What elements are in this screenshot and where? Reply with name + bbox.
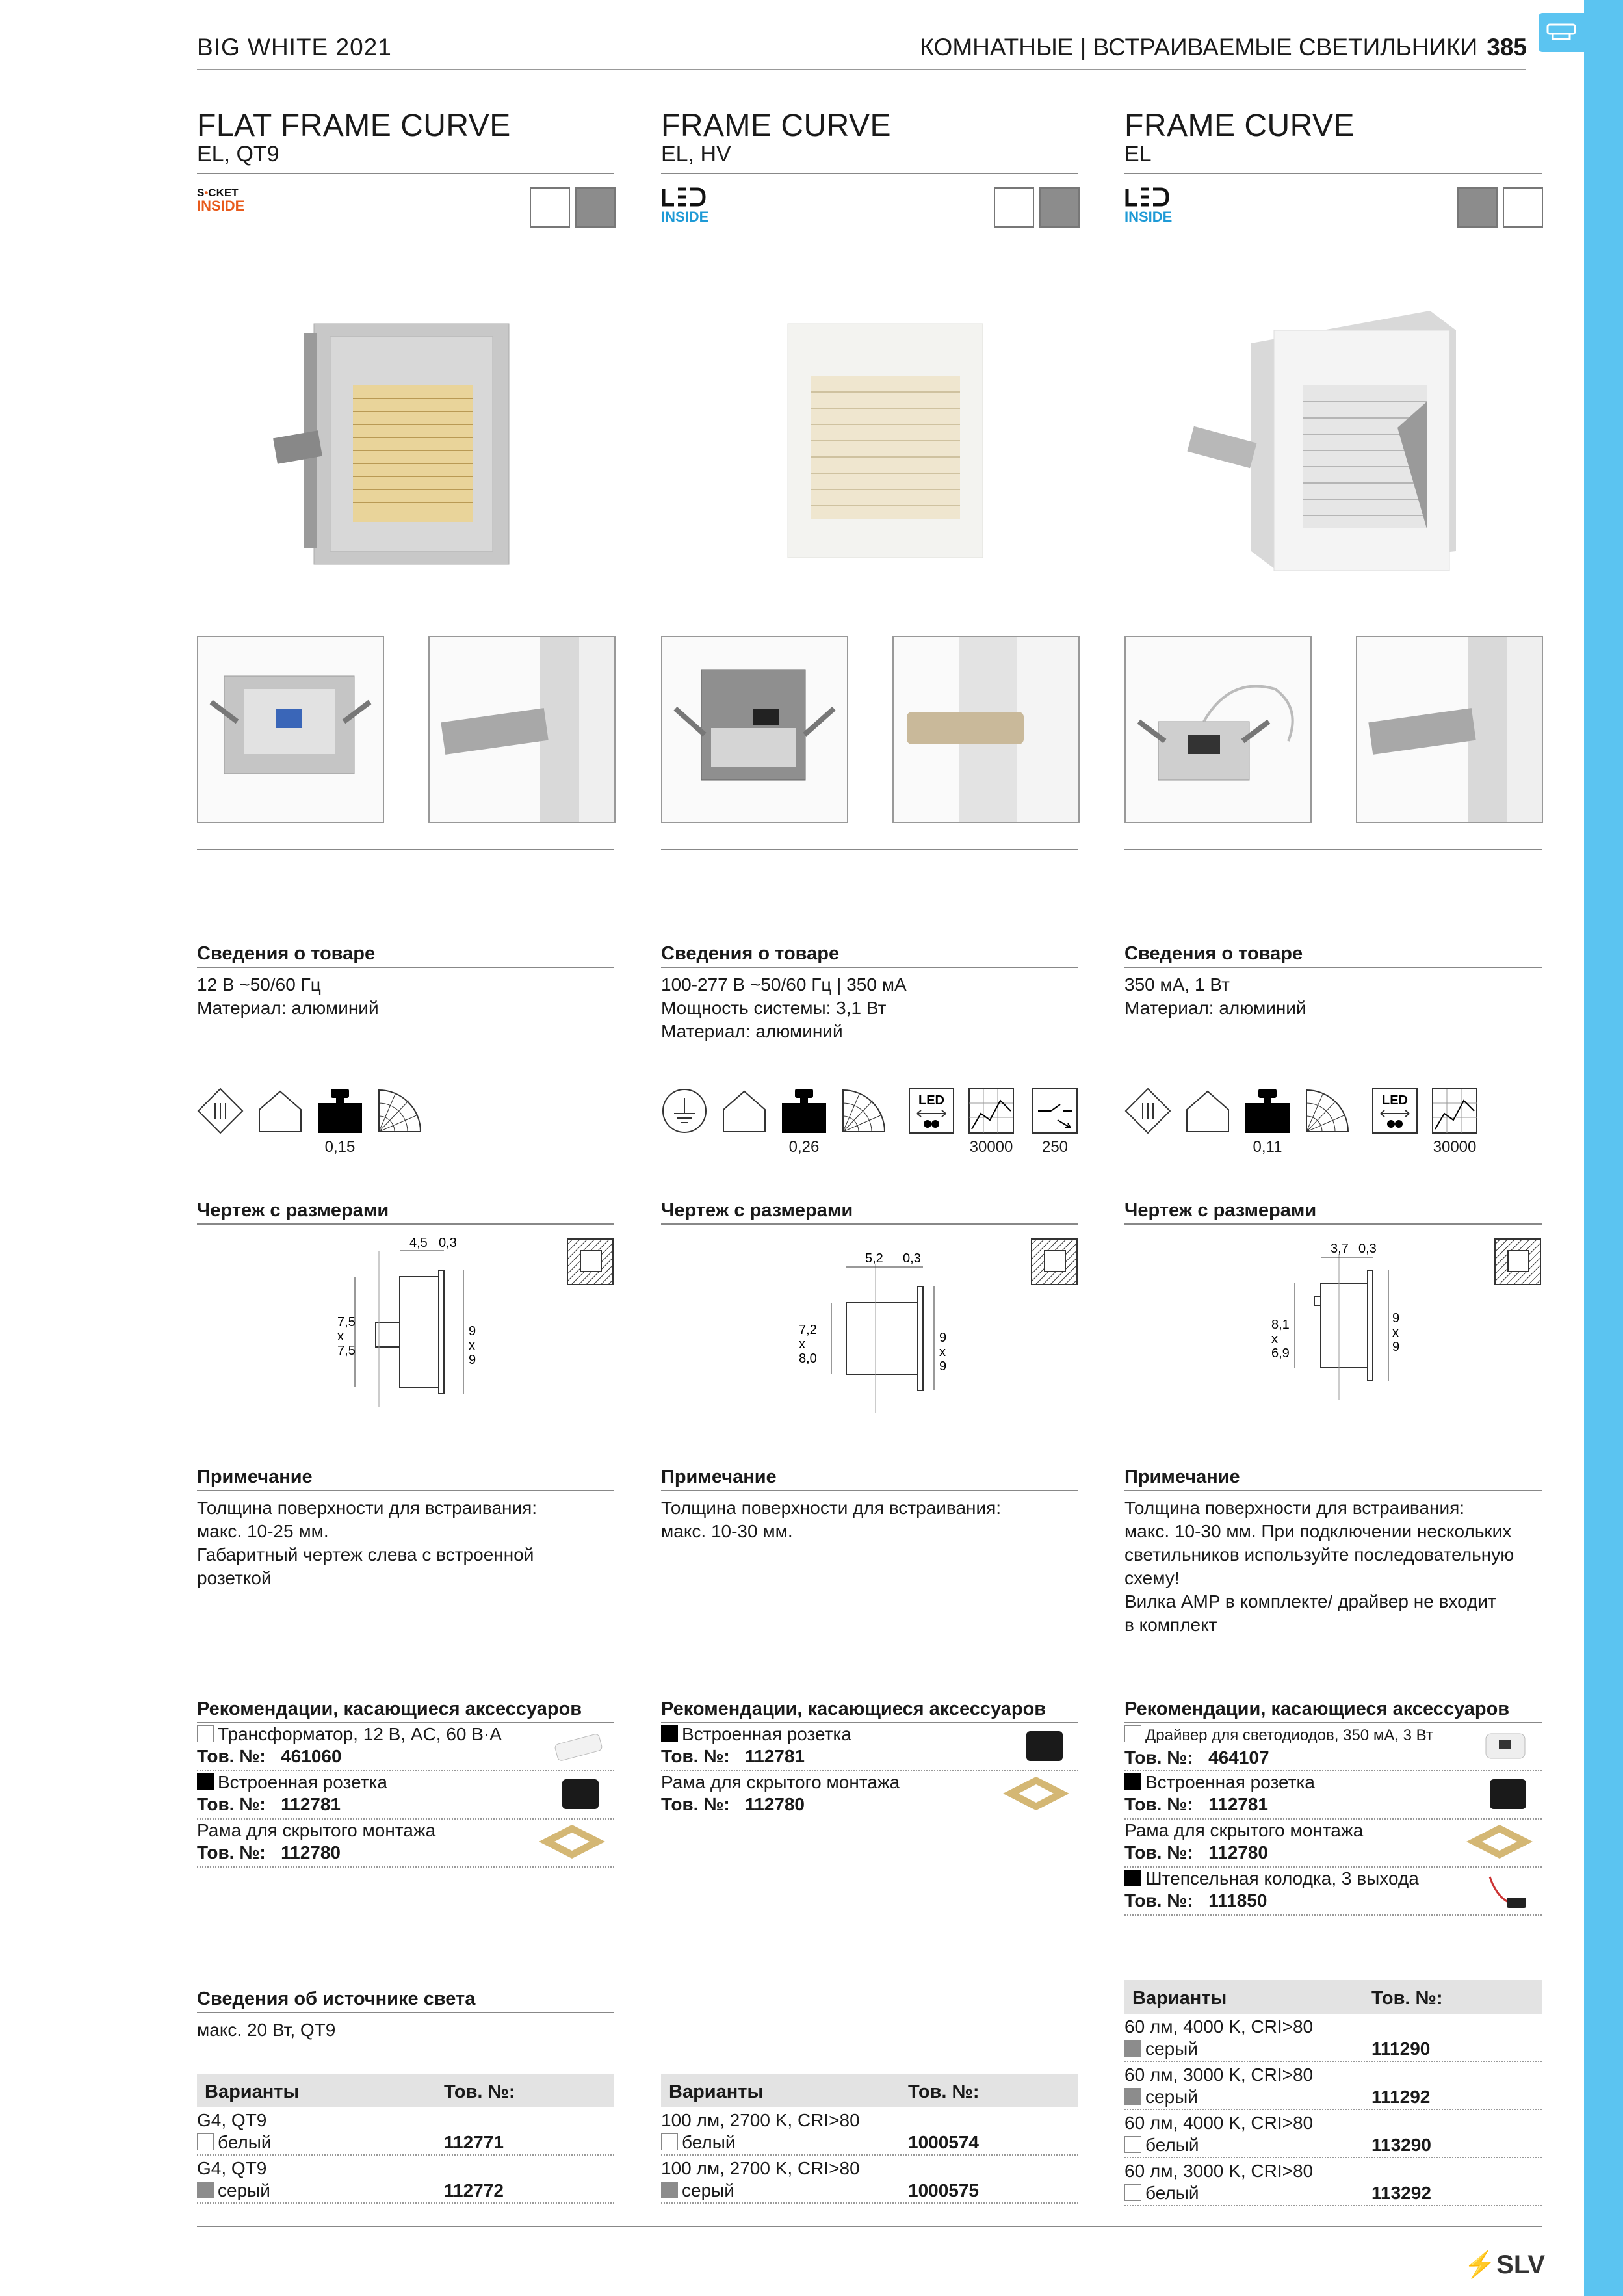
footer-divider bbox=[197, 2226, 1542, 2227]
product-info-1: Сведения о товаре 12 В ~50/60 Гц Материал: алюминий bbox=[197, 941, 614, 1020]
accessories-2: Рекомендации, касающиеся аксессуаров Встроенная розетка Тов. №: 112781 Рама для скрытого монтажа Тов. №: 112780 bbox=[661, 1696, 1078, 1818]
table-row[interactable]: 60 лм, 3000 K, CRI>80 белый 113292 bbox=[1124, 2158, 1542, 2206]
accessory-item[interactable]: Драйвер для светодиодов, 350 мА, 3 Вт Тов. №: 464107 bbox=[1124, 1723, 1542, 1771]
mounting-frame-image bbox=[1000, 1774, 1072, 1813]
svg-text:9x9: 9 x 9 bbox=[1392, 1311, 1400, 1354]
accessories-3: Рекомендации, касающиеся аксессуаров Драйвер для светодиодов, 350 мА, 3 Вт Тов. №: 464107 Встроенная розетка Тов. №: 112781 Рама для скрытого монтажа Тов. №: 112780 Штепсельная колодка, 3 выхода Тов. №: 111850 bbox=[1124, 1696, 1542, 1916]
svg-text:0,3: 0,3 bbox=[439, 1236, 457, 1250]
header-divider bbox=[197, 69, 1526, 70]
table-row[interactable]: 100 лм, 2700 K, CRI>80 белый 1000574 bbox=[661, 2107, 1078, 2156]
table-row[interactable]: G4, QT9 серый 112772 bbox=[197, 2156, 614, 2204]
product-image bbox=[661, 246, 1078, 636]
variants-table-3: Варианты Тов. №: 60 лм, 4000 K, CRI>80 серый 111290 60 лм, 3000 K, CRI>80 серый 111292 60 лм, 4000 K, CRI>80 белый 113290 60 лм, 3000 K, CRI>80 белый 113292 bbox=[1124, 1980, 1542, 2206]
connector-block-image bbox=[1477, 1870, 1535, 1916]
led-inside-badge: INSIDE bbox=[661, 187, 708, 224]
thumbnail-side-view[interactable] bbox=[892, 636, 1080, 823]
color-swatch-white[interactable] bbox=[994, 187, 1034, 228]
switching-cycles-icon bbox=[1032, 1088, 1078, 1134]
thumbnail-side-view[interactable] bbox=[428, 636, 616, 823]
accessory-item[interactable]: Трансформатор, 12 В, AC, 60 В·A Тов. №: 461060 bbox=[197, 1723, 614, 1771]
beam-angle-icon bbox=[1304, 1088, 1351, 1134]
note-section-2: Примечание Толщина поверхности для встраивания: макс. 10-30 мм. bbox=[661, 1464, 1078, 1543]
house-indoor-icon bbox=[721, 1088, 768, 1134]
table-row[interactable]: 100 лм, 2700 K, CRI>80 серый 1000575 bbox=[661, 2156, 1078, 2204]
mounting-frame-image bbox=[1464, 1822, 1535, 1861]
table-row[interactable]: 60 лм, 4000 K, CRI>80 белый 113290 bbox=[1124, 2110, 1542, 2158]
thumbnail-back-view[interactable] bbox=[1124, 636, 1312, 823]
socket-box-image bbox=[1477, 1774, 1535, 1813]
house-indoor-icon bbox=[257, 1088, 304, 1134]
thumbnail-back-view[interactable] bbox=[661, 636, 848, 823]
product-column-1 bbox=[197, 111, 614, 850]
svg-text:4,5: 4,5 bbox=[409, 1236, 428, 1250]
product-subtitle: EL bbox=[1124, 142, 1152, 166]
svg-text:LED: LED bbox=[1382, 1093, 1408, 1108]
led-logo-icon bbox=[1124, 187, 1170, 207]
product-info-2: Сведения о товаре 100-277 В ~50/60 Гц | 350 мА Мощность системы: 3,1 Вт Материал: алюминий bbox=[661, 941, 1078, 1043]
accessory-item[interactable]: Встроенная розетка Тов. №: 112781 bbox=[1124, 1771, 1542, 1820]
svg-text:0,3: 0,3 bbox=[1358, 1242, 1377, 1256]
socket-box-image bbox=[549, 1774, 608, 1813]
product-title: FRAME CURVE bbox=[661, 109, 891, 143]
svg-text:9x9: 9 x 9 bbox=[469, 1324, 476, 1367]
product-image bbox=[197, 246, 614, 636]
led-replaceable-icon bbox=[1371, 1088, 1418, 1134]
product-title: FRAME CURVE bbox=[1124, 109, 1355, 143]
protection-class-icon bbox=[1124, 1088, 1171, 1134]
weight-icon bbox=[1244, 1088, 1291, 1134]
color-swatch-white[interactable] bbox=[1503, 187, 1543, 228]
svg-text:3,7: 3,7 bbox=[1331, 1242, 1349, 1256]
section-title: КОМНАТНЫЕ | ВСТРАИВАЕМЫЕ СВЕТИЛЬНИКИ 385 bbox=[920, 34, 1527, 60]
light-source-section: Сведения об источнике света макс. 20 Вт, QT9 bbox=[197, 1986, 614, 2042]
house-indoor-icon bbox=[1184, 1088, 1231, 1134]
weight-icon bbox=[781, 1088, 827, 1134]
accessory-item[interactable]: Встроенная розетка Тов. №: 112781 bbox=[197, 1771, 614, 1820]
spec-symbols-3: 0,11 LED 30000 bbox=[1124, 1088, 1542, 1159]
led-inside-badge: INSIDE bbox=[1124, 187, 1172, 224]
ground-protection-icon bbox=[661, 1088, 708, 1134]
transformer-image bbox=[549, 1726, 608, 1765]
color-swatch-grey[interactable] bbox=[575, 187, 616, 228]
table-row[interactable]: 60 лм, 3000 K, CRI>80 серый 111292 bbox=[1124, 2062, 1542, 2110]
product-subtitle: EL, HV bbox=[661, 142, 731, 166]
led-replaceable-icon bbox=[908, 1088, 955, 1134]
page-number: 385 bbox=[1487, 34, 1527, 60]
product-info-3: Сведения о товаре 350 мА, 1 Вт Материал: алюминий bbox=[1124, 941, 1542, 1020]
product-column-3 bbox=[1124, 111, 1542, 850]
protection-class-icon bbox=[197, 1088, 244, 1134]
category-tab[interactable] bbox=[1539, 13, 1584, 52]
table-row[interactable]: 60 лм, 4000 K, CRI>80 серый 111290 bbox=[1124, 2014, 1542, 2062]
dimension-drawing-3: Чертеж с размерами 3,7 0,3 8,1 x 6,9 9 x 9 bbox=[1124, 1197, 1542, 1433]
spec-symbols-1: 0,15 bbox=[197, 1088, 614, 1159]
led-driver-image bbox=[1477, 1726, 1535, 1765]
svg-text:9x9: 9 x 9 bbox=[939, 1331, 947, 1374]
svg-text:5,2: 5,2 bbox=[865, 1251, 883, 1266]
socket-inside-badge: S•CKET INSIDE bbox=[197, 187, 245, 214]
dimension-drawing-1: Чертеж с размерами 4,5 0,3 7,5 x 7,5 9 x 9 bbox=[197, 1197, 614, 1433]
accessory-item[interactable]: Рама для скрытого монтажа Тов. №: 112780 bbox=[197, 1820, 614, 1868]
brand-logo: ⚡SLV bbox=[1464, 2250, 1545, 2279]
socket-box-image bbox=[1013, 1726, 1072, 1765]
lifetime-graph-icon bbox=[1431, 1088, 1478, 1134]
variants-table-1: Варианты Тов. №: G4, QT9 белый 112771 G4, QT9 серый 112772 bbox=[197, 2074, 614, 2204]
thumbnail-back-view[interactable] bbox=[197, 636, 384, 823]
catalog-title: BIG WHITE 2021 bbox=[197, 34, 392, 60]
product-column-2 bbox=[661, 111, 1078, 850]
weight-icon bbox=[317, 1088, 363, 1134]
accessory-item[interactable]: Встроенная розетка Тов. №: 112781 bbox=[661, 1723, 1078, 1771]
color-swatch-grey[interactable] bbox=[1457, 187, 1498, 228]
lifetime-graph-icon bbox=[968, 1088, 1015, 1134]
svg-text:8,1x6,9: 8,1 x 6,9 bbox=[1271, 1318, 1290, 1361]
dimension-drawing-2: Чертеж с размерами 5,2 0,3 7,2 x 8,0 9 x 9 bbox=[661, 1197, 1078, 1433]
beam-angle-icon bbox=[840, 1088, 887, 1134]
accessory-item[interactable]: Рама для скрытого монтажа Тов. №: 112780 bbox=[1124, 1820, 1542, 1868]
thumbnail-side-view[interactable] bbox=[1356, 636, 1543, 823]
led-logo-icon bbox=[661, 187, 707, 207]
product-subtitle: EL, QT9 bbox=[197, 142, 279, 166]
sidebar-accent bbox=[1584, 0, 1623, 2296]
product-image bbox=[1124, 246, 1542, 636]
note-section-1: Примечание Толщина поверхности для встраивания: макс. 10-25 мм. Габаритный чертеж слева с встроенной розеткой bbox=[197, 1464, 614, 1590]
svg-text:0,3: 0,3 bbox=[903, 1251, 921, 1266]
table-row[interactable]: G4, QT9 белый 112771 bbox=[197, 2107, 614, 2156]
svg-text:7,5x7,5: 7,5 x 7,5 bbox=[337, 1315, 356, 1358]
spec-symbols-2: 0,26 LED 30000 250 bbox=[661, 1088, 1078, 1159]
accessory-item[interactable]: Штепсельная колодка, 3 выхода Тов. №: 111850 bbox=[1124, 1868, 1542, 1916]
mounting-frame-image bbox=[536, 1822, 608, 1861]
svg-text:LED: LED bbox=[918, 1093, 944, 1108]
recessed-light-icon bbox=[1546, 20, 1576, 46]
variants-table-2: Варианты Тов. №: 100 лм, 2700 K, CRI>80 белый 1000574 100 лм, 2700 K, CRI>80 серый 1000575 bbox=[661, 2074, 1078, 2204]
accessory-item[interactable]: Рама для скрытого монтажа Тов. №: 112780 bbox=[661, 1771, 1078, 1818]
color-swatch-grey[interactable] bbox=[1039, 187, 1080, 228]
note-section-3: Примечание Толщина поверхности для встраивания: макс. 10-30 мм. При подключении нескольких светильников используйте последовательную схему! Вилка AMP в комплекте/ драйвер не входит в комплект bbox=[1124, 1464, 1542, 1637]
color-swatch-white[interactable] bbox=[530, 187, 570, 228]
beam-angle-icon bbox=[376, 1088, 423, 1134]
svg-text:7,2x8,0: 7,2 x 8,0 bbox=[799, 1323, 817, 1366]
accessories-1: Рекомендации, касающиеся аксессуаров Трансформатор, 12 В, AC, 60 В·A Тов. №: 461060 Встроенная розетка Тов. №: 112781 Рама для скрытого монтажа Тов. №: 112780 bbox=[197, 1696, 614, 1868]
product-title: FLAT FRAME CURVE bbox=[197, 109, 511, 143]
